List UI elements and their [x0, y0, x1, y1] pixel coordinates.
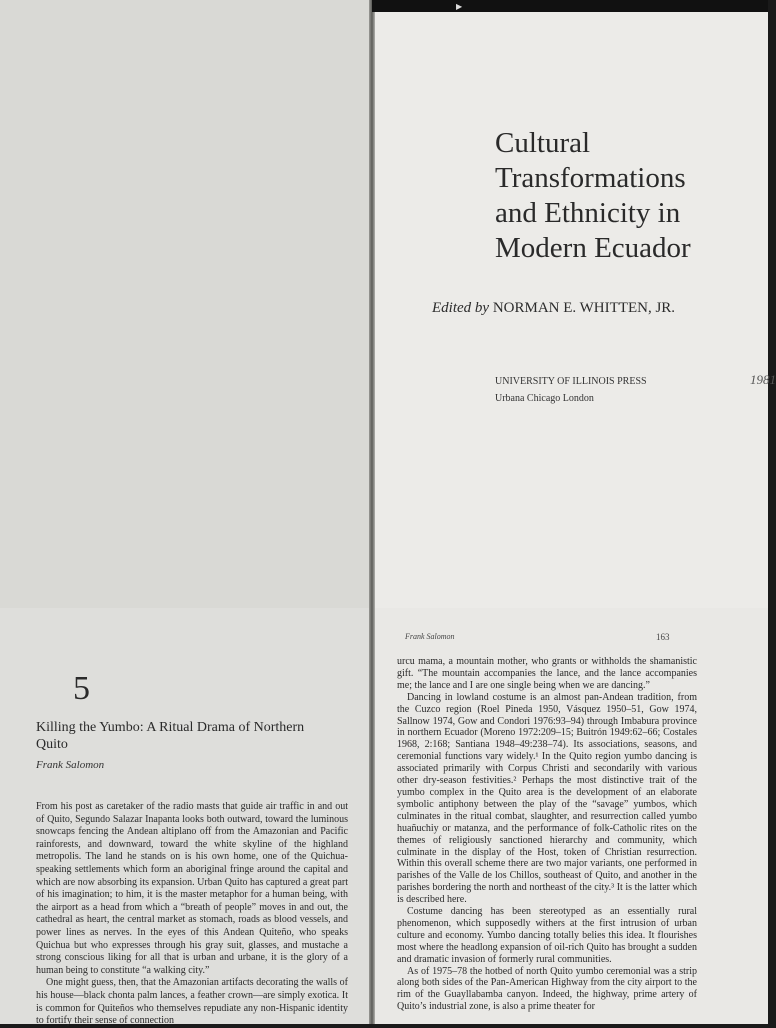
blank-verso-page: [0, 0, 372, 608]
chapter-title: Killing the Yumbo: A Ritual Drama of Northern Quito: [36, 720, 305, 752]
book-gutter-fold: [369, 0, 375, 1024]
page-body-text: [397, 656, 697, 1013]
publisher-name: UNIVERSITY OF ILLINOIS PRESS: [495, 376, 647, 387]
publisher-places: Urbana Chicago London: [495, 393, 594, 404]
book-title-line: Transformations: [495, 162, 686, 194]
book-title-line: Cultural: [495, 127, 591, 159]
edited-by-label: Edited by: [432, 300, 490, 316]
chapter-author: Frank Salomon: [36, 759, 105, 771]
body-paragraph: One might guess, then, that the Amazonian artifacts decorating the walls of his house—black chonta palm lances, a feather crown—are simply exotica. It is common for Quiteños who themselves repudiate any non-Hispanic identity to fortify their sense of connection: [36, 977, 348, 1027]
title-page: [372, 10, 776, 608]
body-paragraph: As of 1975–78 the hotbed of north Quito yumbo ceremonial was a strip along both sides of the Pan-American Highway from the city airport to the rim of the Guayllabamba canyon. Indeed, the highway, prime artery of Quito’s industrial zone, is also a prime theater for: [397, 965, 697, 1013]
editor-name: NORMAN E. WHITTEN, JR.: [492, 300, 676, 316]
chapter-opening-page: [0, 608, 372, 1027]
body-paragraph: From his post as caretaker of the radio masts that guide air traffic in and out of Quito, Segundo Salazar Inapanta looks both outward, toward the luminous snowcaps fencing the Andean altiplano off from the Amazonian and Pacific rainforests, and downward, toward the white skyline of the highland metropolis. The land he stands on is his own home, one of the Quichua-speaking settlements which form an aboriginal fringe around the capital and which are now absorbing its expansion. Urban Quito has captured a great part of his imagination; to him, it is the master metaphor for a human being, with the airport as a head from which a “breath of people” moves in and out, the cathedral as heart, the central market as stomach, roads as blood vessels, and power lines as nerves. In the eyes of this Andean Quiteño, who speaks Quichua but who expresses through his gray suit, glasses, and mustache a strong conscious liking for all that is urban and urbane, it is the glory of a human being to constitute “a walking city.”: [36, 801, 348, 976]
page-number: 163: [656, 632, 670, 642]
book-title-line: Modern Ecuador: [495, 232, 691, 264]
running-head: Frank Salomon: [405, 632, 455, 641]
body-paragraph: Dancing in lowland costume is an almost pan-Andean tradition, from the Cuzco region (Roel Pineda 1950, Vásquez 1950–51, Gow 1974, Sallnow 1974, Gow and Condori 1976:93–94) through Imbabura province in northern Ecuador (Moreno 1972:209–15; Buitrón 1949:62–66; Costales 1968, 2:168; Santiana 1948–49:238–74). Its associations, seasons, and ceremonial functions vary widely.¹ In the Quito region yumbo dancing is associated primarily with Corpus Christi and secondarily with various other dry-season festivities.² Perhaps the most distinctive trait of the yumbo complex in the Quito area is the development of an elaborate symbolic antiphony between the play of the “savage” yumbos, which culminates in the ritual combat, slaughter, and resurrection called yumbo huañuchiy or matanza, and the performance of folk-Catholic rites on the themes of religiously sanctioned hierarchy and community, which culminate in the display of the Host, token of Christian resurrection. Within this overall scheme there are two major variants, one performed in parishes of the Valle de los Chillos, southeast of Quito, and another in the parishes bordering the north and northeast of the city.³ It is the latter which is described here.: [397, 691, 697, 906]
chapter-body-text: [36, 801, 348, 1028]
book-title-line: and Ethnicity in: [495, 197, 681, 229]
chapter-number: 5: [73, 670, 90, 707]
publisher-block: [495, 372, 776, 407]
handwritten-year: 1981: [750, 372, 776, 387]
book-title: [495, 126, 755, 266]
arrow-marker-icon: ▶: [456, 2, 463, 11]
scan-edge-bar: [372, 0, 768, 12]
editor-line: [432, 300, 675, 317]
body-paragraph: Costume dancing has been stereotyped as an essentially rural phenomenon, which supposedly withers at the first intrusion of urban culture and economy. Yumbo dancing totally belies this idea. It flourishes most where the headlong expansion of oil-rich Quito has brought a sudden and dramatic invasion of formerly rural communities.: [397, 906, 697, 965]
body-paragraph: urcu mama, a mountain mother, who grants or withholds the shamanistic gift. “The mountain accompanies the lance, and the lance accompanies me; the lance and I are one single being when we are dancing.”: [397, 656, 697, 691]
page-163: [372, 608, 768, 1024]
